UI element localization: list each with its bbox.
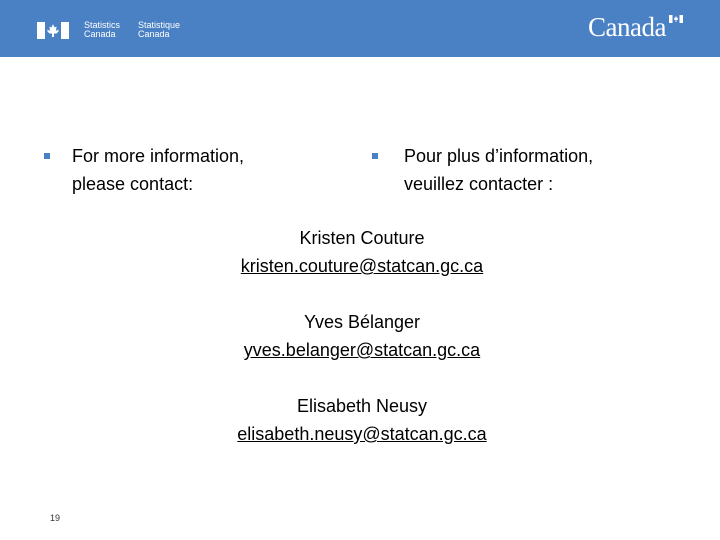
contact-entry	[160, 392, 564, 448]
contact-entry	[160, 224, 564, 280]
signature-fr-line2: Canada	[138, 29, 170, 39]
contact-name: Yves Bélanger	[303, 312, 421, 332]
header-bar	[0, 0, 720, 57]
signature-en-line2: Canada	[84, 29, 116, 39]
signature-fr-line1: Statistique	[138, 20, 181, 30]
signature-en-line1: Statistics	[84, 20, 121, 30]
canada-wordmark: Canada	[588, 12, 666, 42]
info-english	[72, 142, 342, 198]
wordmark-flag-icon	[669, 15, 683, 23]
bullet-icon	[44, 153, 50, 159]
contact-email-link[interactable]: kristen.couture@statcan.gc.ca	[240, 256, 484, 276]
contact-email-link[interactable]: yves.belanger@statcan.gc.ca	[243, 340, 481, 360]
info-fr-line2: veuillez contacter :	[404, 174, 554, 194]
info-en-line2: please contact:	[72, 174, 194, 194]
contact-email-link[interactable]: elisabeth.neusy@statcan.gc.ca	[237, 424, 487, 444]
info-en-line1: For more information,	[72, 146, 245, 166]
contact-name: Kristen Couture	[299, 228, 425, 248]
contact-list	[160, 224, 564, 476]
info-french	[404, 142, 684, 198]
signature-french	[138, 21, 180, 39]
contact-name: Elisabeth Neusy	[296, 396, 428, 416]
contact-entry	[160, 308, 564, 364]
canada-flag-icon	[37, 22, 69, 39]
info-fr-line1: Pour plus d’information,	[404, 146, 594, 166]
bullet-icon	[372, 153, 378, 159]
signature-english	[84, 21, 120, 39]
page-number: 19	[50, 513, 61, 523]
